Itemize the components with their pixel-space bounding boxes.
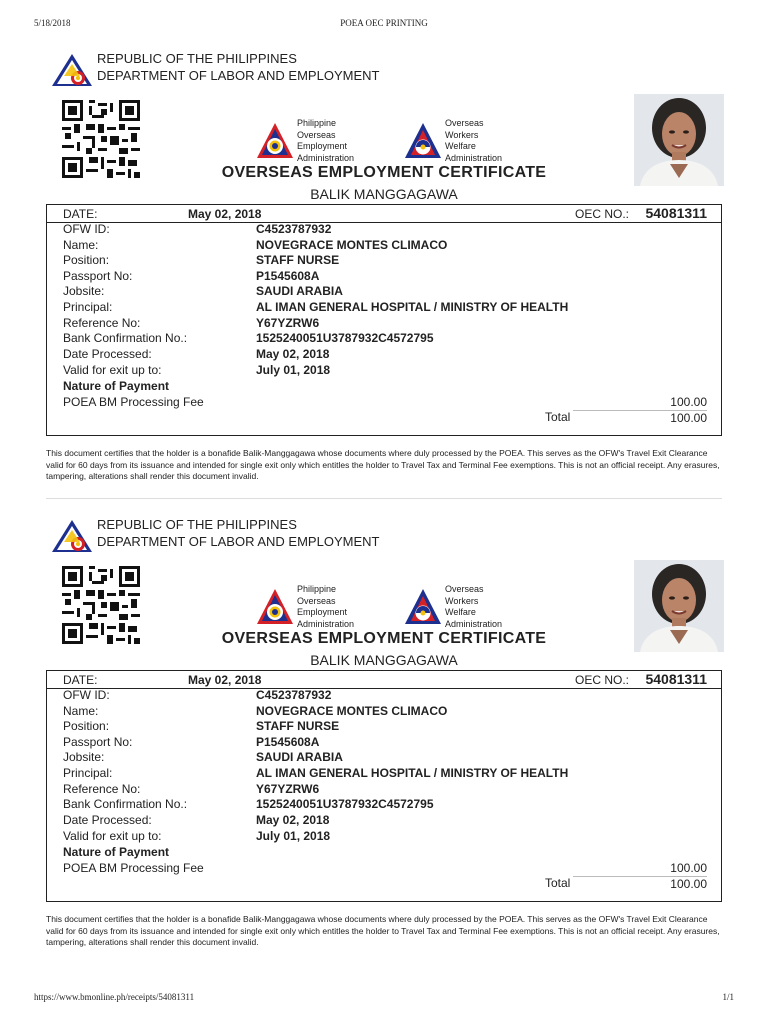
field-row: Jobsite: SAUDI ARABIA (63, 750, 343, 764)
oec-label: OEC NO.: (574, 673, 629, 687)
dole-seal-icon (50, 52, 94, 88)
total-amount: 100.00 (670, 877, 707, 891)
field-row: Bank Confirmation No.: 1525240051U3787932C4572795 (63, 797, 434, 811)
date-label: DATE: (63, 207, 98, 221)
field-row: Bank Confirmation No.: 1525240051U3787932C4572795 (63, 331, 434, 345)
dole-seal-icon (50, 518, 94, 554)
field-row: OFW ID: C4523787932 (63, 222, 332, 236)
total-label: Total (545, 410, 571, 424)
dole-heading (97, 516, 379, 550)
print-header (0, 18, 768, 32)
certificate-title: OVERSEAS EMPLOYMENT CERTIFICATE (221, 630, 547, 647)
department-line: DEPARTMENT OF LABOR AND EMPLOYMENT (97, 68, 380, 83)
field-row: Date Processed: May 02, 2018 (63, 813, 330, 827)
field-row: OFW ID: C4523787932 (63, 688, 332, 702)
field-row: Reference No: Y67YZRW6 (63, 782, 320, 796)
total-amount: 100.00 (670, 411, 707, 425)
field-row: Position: STAFF NURSE (63, 253, 340, 267)
certificate-title: OVERSEAS EMPLOYMENT CERTIFICATE (221, 164, 547, 181)
poea-seal-icon (256, 122, 294, 160)
field-row: Passport No: P1545608A (63, 735, 320, 749)
date-value: May 02, 2018 (188, 207, 262, 221)
nature-of-payment-heading: Nature of Payment (63, 845, 170, 859)
field-row: Valid for exit up to: July 01, 2018 (63, 363, 331, 377)
total-label: Total (545, 876, 571, 890)
poea-name: Philippine Overseas Employment Administration (297, 118, 355, 163)
field-row: Date Processed: May 02, 2018 (63, 347, 330, 361)
certificate-details-box (46, 670, 722, 902)
owwa-seal-icon (404, 122, 442, 160)
date-oec-row (47, 205, 721, 223)
nature-of-payment-heading: Nature of Payment (63, 379, 170, 393)
field-row: Principal: AL IMAN GENERAL HOSPITAL / MINISTRY OF HEALTH (63, 300, 569, 314)
certificate-copy-1 (0, 44, 768, 504)
date-label: DATE: (63, 673, 98, 687)
date-oec-row (47, 671, 721, 689)
certificate-subtitle: BALIK MANGGAGAWA (310, 186, 458, 202)
fee-label: POEA BM Processing Fee (63, 395, 204, 409)
field-row: Passport No: P1545608A (63, 269, 320, 283)
disclaimer-text: This document certifies that the holder is a bonafide Balik-Manggagawa whose documents where duly processed by the POEA. This serves as the OFW's Travel Exit Clearance valid for 60 days from its issuance and intended for single exit only which entitles the holder to Travel Tax and Terminal Fee exemptions. This is not an official receipt. Any erasures, tampering, alterations shall render this document invalid. (46, 914, 720, 947)
disclaimer-text: This document certifies that the holder is a bonafide Balik-Manggagawa whose documents where duly processed by the POEA. This serves as the OFW's Travel Exit Clearance valid for 60 days from its issuance and intended for single exit only which entitles the holder to Travel Tax and Terminal Fee exemptions. This is not an official receipt. Any erasures, tampering, alterations shall render this document invalid. (46, 448, 720, 481)
field-row: Reference No: Y67YZRW6 (63, 316, 320, 330)
copy-divider (46, 498, 722, 499)
oec-label: OEC NO.: (574, 207, 629, 221)
receipt-url: https://www.bmonline.ph/receipts/54081311 (34, 992, 195, 1002)
print-title: POEA OEC PRINTING (340, 18, 428, 28)
date-value: May 02, 2018 (188, 673, 262, 687)
field-row: Position: STAFF NURSE (63, 719, 340, 733)
print-date: 5/18/2018 (34, 18, 71, 28)
department-line: DEPARTMENT OF LABOR AND EMPLOYMENT (97, 534, 380, 549)
field-row: Jobsite: SAUDI ARABIA (63, 284, 343, 298)
republic-line: REPUBLIC OF THE PHILIPPINES (97, 517, 297, 532)
republic-line: REPUBLIC OF THE PHILIPPINES (97, 51, 297, 66)
certificate-copy-2 (0, 510, 768, 970)
print-footer (0, 992, 768, 1006)
dole-heading (97, 50, 379, 84)
fee-amount: 100.00 (670, 861, 707, 875)
field-row: Valid for exit up to: July 01, 2018 (63, 829, 331, 843)
field-row: Principal: AL IMAN GENERAL HOSPITAL / MINISTRY OF HEALTH (63, 766, 569, 780)
oec-number: 54081311 (645, 671, 707, 687)
owwa-name: Overseas Workers Welfare Administration (445, 118, 503, 163)
certificate-subtitle: BALIK MANGGAGAWA (310, 652, 458, 668)
field-row: Name: NOVEGRACE MONTES CLIMACO (63, 704, 448, 718)
owwa-name: Overseas Workers Welfare Administration (445, 584, 503, 629)
poea-name: Philippine Overseas Employment Administration (297, 584, 355, 629)
certificate-details-box (46, 204, 722, 436)
poea-seal-icon (256, 588, 294, 626)
oec-number: 54081311 (645, 205, 707, 221)
owwa-seal-icon (404, 588, 442, 626)
field-row: Name: NOVEGRACE MONTES CLIMACO (63, 238, 448, 252)
page-number: 1/1 (722, 992, 734, 1002)
fee-label: POEA BM Processing Fee (63, 861, 204, 875)
fee-amount: 100.00 (670, 395, 707, 409)
